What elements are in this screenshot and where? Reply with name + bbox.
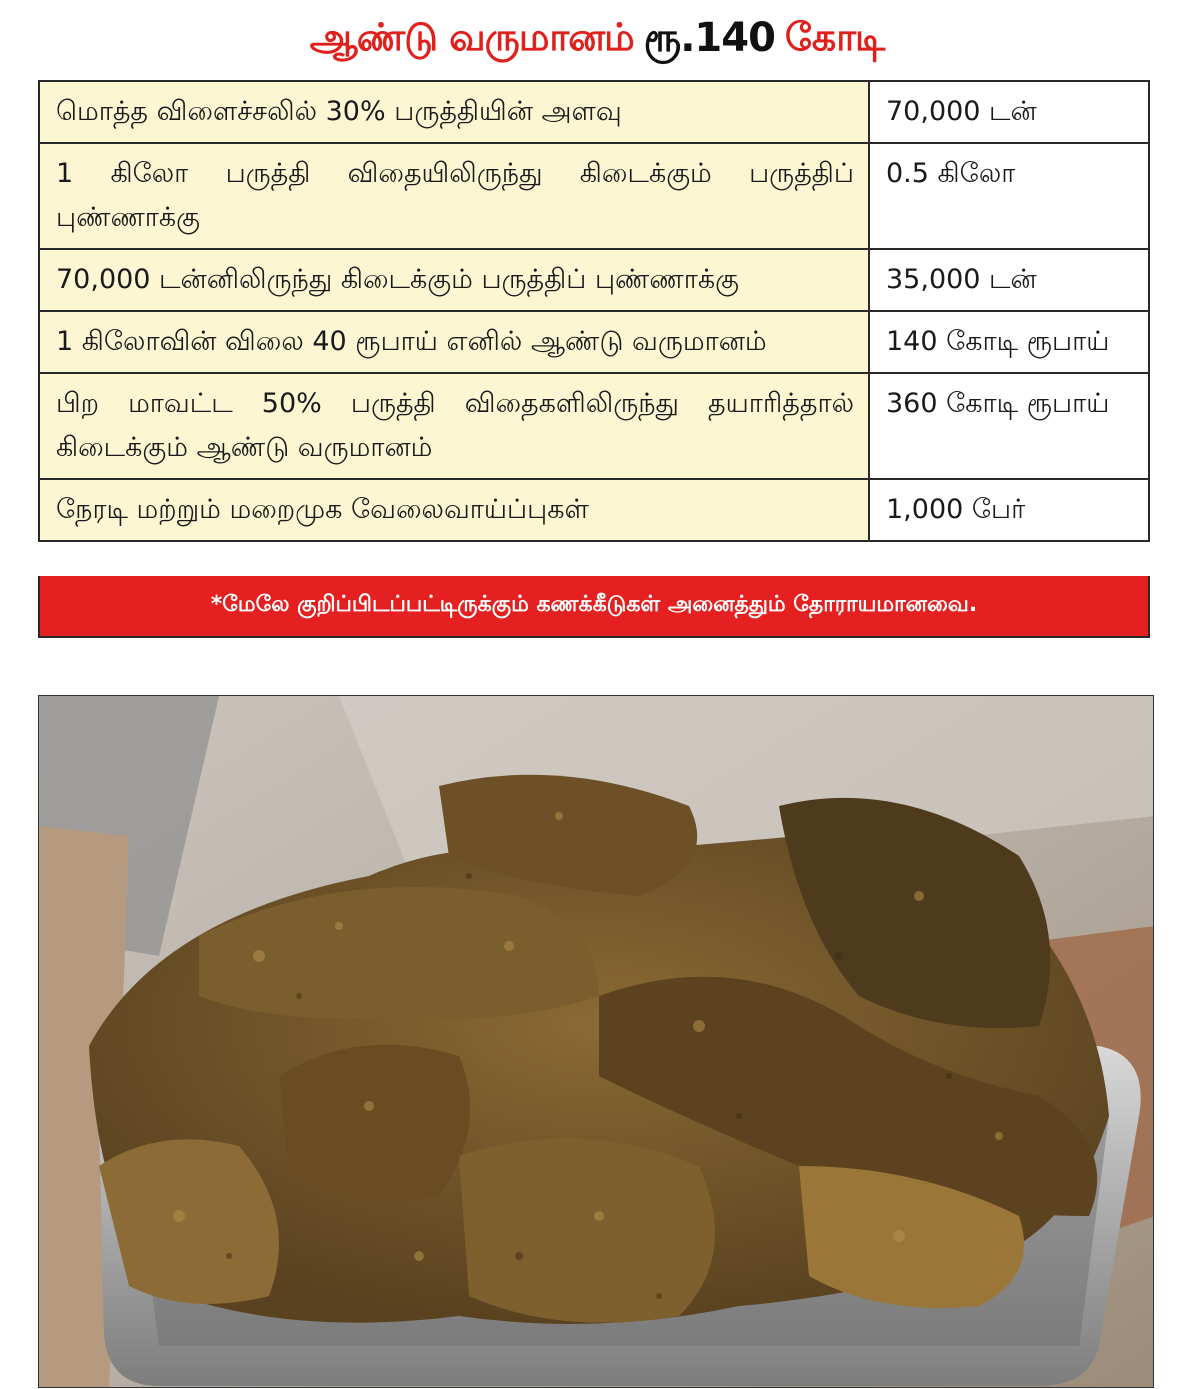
row-label: நேரடி மற்றும் மறைமுக வேலைவாய்ப்புகள் xyxy=(39,479,869,541)
row-label: பிற மாவட்ட 50% பருத்தி விதைகளிலிருந்து தயாரித்தால் கிடைக்கும் ஆண்டு வருமானம் xyxy=(39,373,869,479)
row-value: 140 கோடி ரூபாய் xyxy=(869,311,1149,373)
table-row xyxy=(39,81,1149,143)
row-value: 35,000 டன் xyxy=(869,249,1149,311)
headline-annual-income: ஆண்டு வருமானம் xyxy=(309,15,634,59)
table-row xyxy=(39,373,1149,479)
headline-amount: ரூ.140 xyxy=(643,14,775,61)
headline xyxy=(0,0,1194,80)
row-label: 1 கிலோ பருத்தி விதையிலிருந்து கிடைக்கும் பருத்திப் புண்ணாக்கு xyxy=(39,143,869,249)
cottonseed-cake-photo xyxy=(38,695,1154,1388)
income-table xyxy=(38,80,1150,542)
disclaimer-banner: *மேலே குறிப்பிடப்பட்டிருக்கும் கணக்கீடுகள் அனைத்தும் தோராயமானவை. xyxy=(38,576,1150,638)
row-label: 1 கிலோவின் விலை 40 ரூபாய் எனில் ஆண்டு வருமானம் xyxy=(39,311,869,373)
row-value: 360 கோடி ரூபாய் xyxy=(869,373,1149,479)
row-label: 70,000 டன்னிலிருந்து கிடைக்கும் பருத்திப் புண்ணாக்கு xyxy=(39,249,869,311)
row-label: மொத்த விளைச்சலில் 30% பருத்தியின் அளவு xyxy=(39,81,869,143)
table-row xyxy=(39,479,1149,541)
headline-crore: கோடி xyxy=(784,15,885,59)
table-row xyxy=(39,249,1149,311)
row-value: 70,000 டன் xyxy=(869,81,1149,143)
row-value: 0.5 கிலோ xyxy=(869,143,1149,249)
table-row xyxy=(39,311,1149,373)
row-value: 1,000 பேர் xyxy=(869,479,1149,541)
table-row xyxy=(39,143,1149,249)
